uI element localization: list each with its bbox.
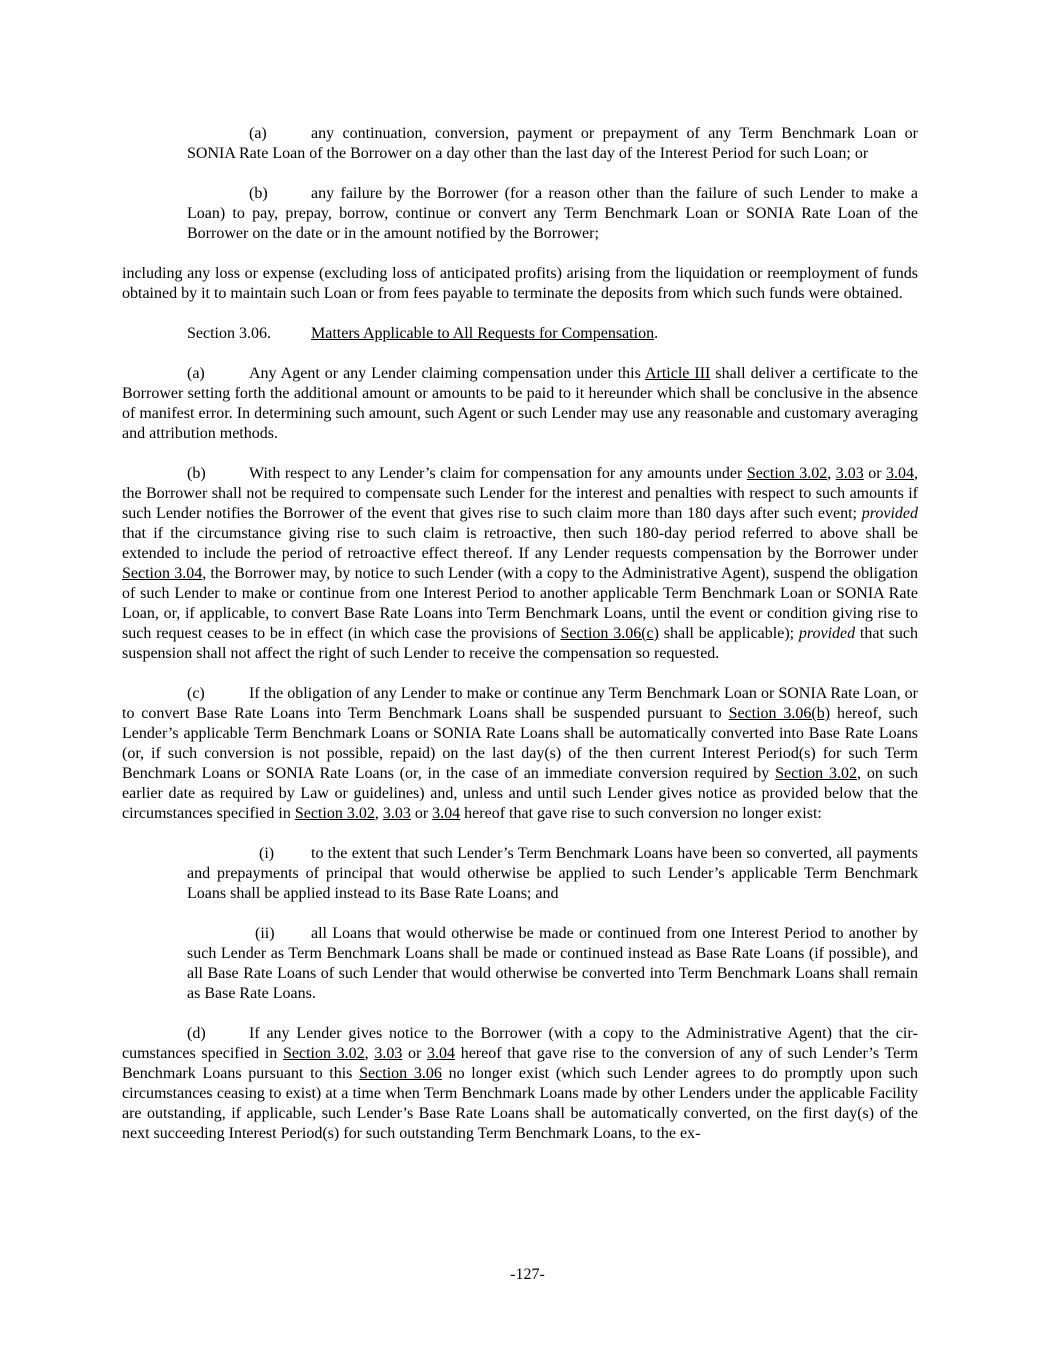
text-run: If any Lender gives notice to the Borrower (with a copy to the Administrative Agent) that the circumstances specified in — [122, 1025, 918, 1062]
subclause-paragraph — [187, 124, 918, 164]
section-number: Section 3.06. — [187, 325, 271, 342]
text-run: all Loans that would otherwise be made or continued from one Interest Period to another by such Lender as Term Benchmark Loans shall be made or continued instead as Base Rate Loans (if possible), and all Base Rate Loans of such Lender that would otherwise be converted into Term Benchmark Loans shall remain as Base Rate Loans. — [187, 925, 918, 1002]
text-run: that if the circumstance giving rise to such claim is retroactive, then such 180-day period referred to above shall be extended to include the period of retroactive effect thereof. If any Lender requests compensation by the Borrower under — [122, 525, 918, 562]
clause-paragraph — [122, 1024, 918, 1144]
text-run: hereof that gave rise to such conversion no longer exist: — [460, 805, 822, 822]
clause-paragraph — [122, 684, 918, 824]
cross-reference: Section 3.06(c) — [560, 625, 659, 642]
clause-label: (d) — [187, 1025, 206, 1042]
cross-reference: Section 3.02 — [775, 765, 857, 782]
text-run: , the Borrower shall not be required to compensate such Lender for the interest and penalties with respect to such amounts if such Lender notifies the Borrower of the event that gives rise to such claim more than 180 days after such event; — [122, 465, 919, 522]
clause-label: (a) — [249, 125, 267, 142]
document-body — [122, 124, 918, 1164]
text-run: , on such earlier date as required by Law or guidelines) and, unless and until such Lender gives notice as provided below that the circumstances specified in — [122, 765, 919, 822]
text-run: shall deliver a certificate to the Borrower setting forth the additional amount or amounts to be paid to it hereunder which shall be conclusive in the absence of manifest error. In determining such amount, such Agent or such Lender may use any reasonable and customary averaging and attribution methods. — [122, 365, 918, 442]
text-run: . — [654, 325, 659, 342]
clause-label: (ii) — [255, 925, 275, 942]
subclause-paragraph — [187, 184, 918, 244]
emphasis-term: provided — [861, 505, 918, 522]
clause-label: (c) — [187, 685, 205, 702]
clause-label: (b) — [187, 465, 206, 482]
clause-label: (i) — [259, 845, 275, 862]
cross-reference: Section 3.02 — [282, 1045, 365, 1062]
text-run: shall be applicable); — [658, 625, 799, 642]
text-run: hereof that gave rise to the conversion of any of such Lender’s Term Benchmark Loans pursuant to this — [122, 1045, 919, 1082]
text-run: hereof, such Lender’s applicable Term Benchmark Loans or SONIA Rate Loans shall be automatically converted into Base Rate Loans (or, if such conversion is not possible, repaid) on the last day(s) of the then current Interest Period(s) for such Term Benchmark Loans or SONIA Rate Loans (or, in the case of an immediate conversion required by — [122, 705, 918, 782]
text-run: If the obligation of any Lender to make or continue any Term Benchmark Loan or SONIA Rate Loan, or to convert Base Rate Loans into Term Benchmark Loans shall be suspended pursuant to — [122, 685, 918, 722]
cross-reference: Section 3.02 — [746, 465, 828, 482]
text-run: , — [827, 465, 836, 482]
cross-reference: Article III — [644, 365, 711, 382]
text-run: , the Borrower may, by notice to such Lender (with a copy to the Administrative Agent), suspend the obligation of such Lender to make or continue from one Interest Period to another applicable Term Benchmark Loan or SONIA Rate Loan, or, if applicable, to convert Base Rate Loans into Term Benchmark Loans, until the event or condition giving rise to such request ceases to be in effect (in which case the provisions of — [122, 565, 918, 642]
clause-label: (a) — [187, 365, 205, 382]
clause-label: (b) — [249, 185, 268, 202]
emphasis-term: provided — [798, 625, 856, 642]
cross-reference: 3.03 — [835, 465, 864, 482]
subclause-paragraph — [187, 844, 918, 904]
text-run: , — [364, 1045, 375, 1062]
text-run: to the extent that such Lender’s Term Benchmark Loans have been so converted, all payments and prepayments of principal that would otherwise be applied to such Lender’s applicable Term Benchmark Loans shall be applied instead to its Base Rate Loans; and — [187, 845, 918, 902]
text-run: no longer exist (which such Lender agrees to do promptly upon such circumstances ceasing to exist) at a time when Term Benchmark Loans made by other Lenders under the applicable Facility are outstanding, if applicable, such Lender’s Base Rate Loans shall be automatically converted, on the first day(s) of the next succeeding Interest Period(s) for such outstanding Term Benchmark Loans, to the ex- — [122, 1065, 919, 1142]
text-run: any continuation, conversion, payment or prepayment of any Term Benchmark Loan or SONIA Rate Loan of the Borrower on a day other than the last day of the Interest Period for such Loan; or — [187, 125, 918, 162]
cross-reference: Section 3.06(b) — [728, 705, 831, 722]
text-run: that such suspension shall not affect the right of such Lender to receive the compensation so requested. — [122, 625, 919, 662]
text-run: including any loss or expense (excluding loss of anticipated profits) arising from the liquidation or reemployment of funds obtained by it to maintain such Loan or from fees payable to terminate the deposits from which such funds were obtained. — [122, 265, 918, 302]
cross-reference: Section 3.06 — [359, 1065, 442, 1082]
cross-reference: Section 3.02 — [294, 805, 375, 822]
cross-reference: 3.04 — [432, 805, 461, 822]
section-heading — [187, 324, 918, 344]
text-run: With respect to any Lender’s claim for compensation for any amounts under — [249, 465, 747, 482]
text-run: or — [863, 465, 887, 482]
subclause-paragraph — [187, 924, 918, 1004]
cross-reference: 3.03 — [382, 805, 411, 822]
cross-reference: 3.04 — [886, 465, 915, 482]
clause-paragraph — [122, 464, 918, 664]
cross-reference: Section 3.04 — [122, 565, 203, 582]
cross-reference: 3.03 — [374, 1045, 403, 1062]
continuation-paragraph — [122, 264, 918, 304]
section-title: Matters Applicable to All Requests for Compensation — [311, 325, 655, 342]
cross-reference: 3.04 — [427, 1045, 456, 1062]
text-run: , — [374, 805, 383, 822]
text-run: or — [410, 805, 433, 822]
text-run: or — [402, 1045, 428, 1062]
page-number: -127- — [510, 1266, 545, 1283]
clause-paragraph — [122, 364, 918, 444]
text-run: any failure by the Borrower (for a reason other than the failure of such Lender to make a Loan) to pay, prepay, borrow, continue or convert any Term Benchmark Loan or SONIA Rate Loan of the Borrower on the date or in the amount notified by the Borrower; — [187, 185, 918, 242]
text-run: Any Agent or any Lender claiming compensation under this — [249, 365, 645, 382]
